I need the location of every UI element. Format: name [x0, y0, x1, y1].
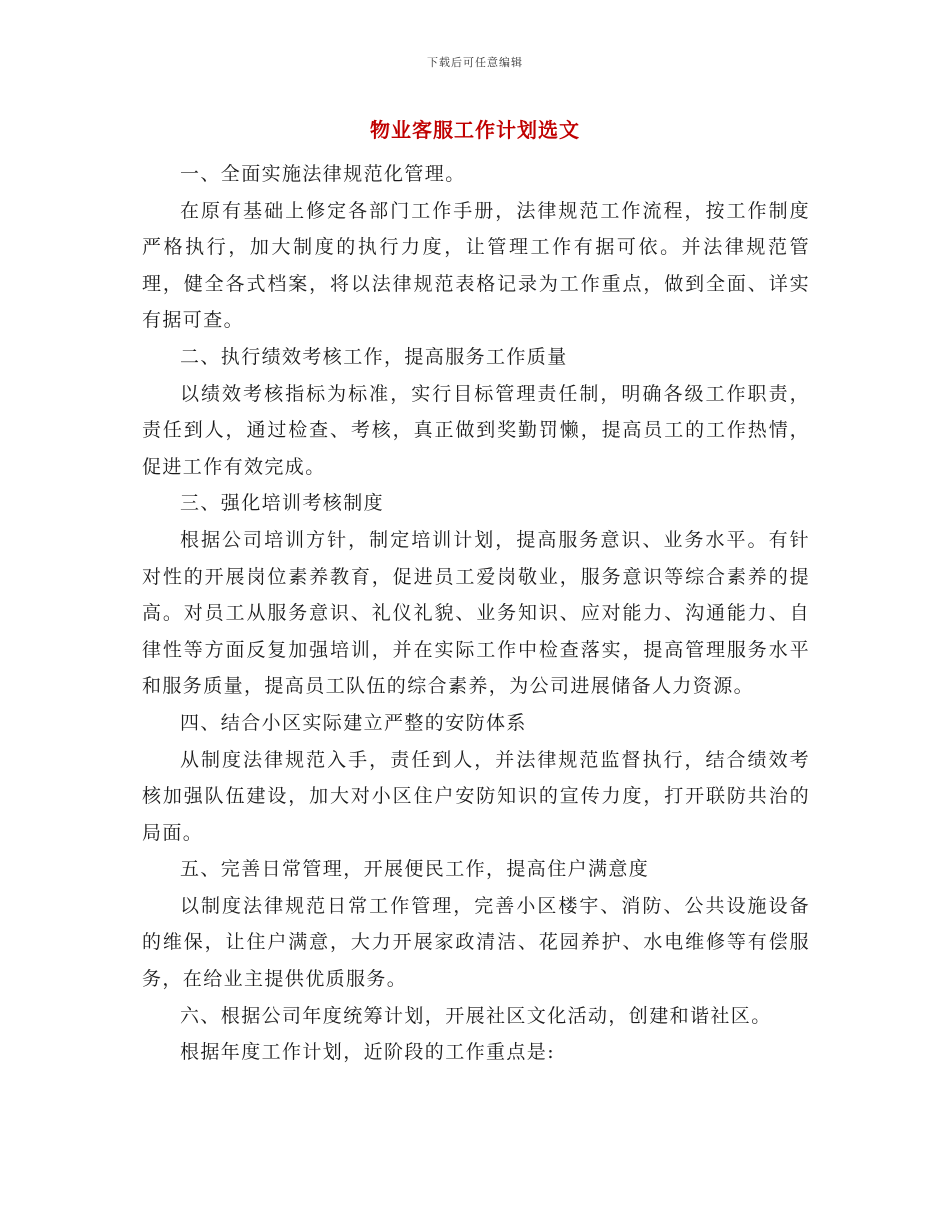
- section-heading-6: 六、根据公司年度统筹计划，开展社区文化活动，创建和谐社区。: [180, 1004, 772, 1027]
- section-heading-1: 一、全面实施法律规范化管理。: [180, 163, 466, 185]
- section-heading-5: 五、完善日常管理，开展便民工作，提高住户满意度: [180, 858, 650, 881]
- document-body: [142, 156, 810, 1071]
- header-note: 下载后可任意编辑: [427, 56, 523, 69]
- section-heading-4: 四、结合小区实际建立严整的安防体系: [180, 711, 527, 734]
- paragraph-6: 根据年度工作计划，近阶段的工作重点是:: [180, 1041, 556, 1064]
- document-title: 物业客服工作计划选文: [370, 118, 580, 142]
- paragraph-5: 以制度法律规范日常工作管理，完善小区楼宇、消防、公共设施设备的维保，让住户满意，大力开展家政清洁、花园养护、水电维修等有偿服务，在给业主提供优质服务。: [142, 894, 810, 991]
- paragraph-1: 在原有基础上修定各部门工作手册，法律规范工作流程，按工作制度严格执行，加大制度的执行力度，让管理工作有据可依。并法律规范管理，健全各式档案，将以法律规范表格记录为工作重点，做到全面、详实有据可查。: [142, 199, 810, 332]
- section-heading-2: 二、执行绩效考核工作，提高服务工作质量: [180, 345, 568, 368]
- paragraph-3: 根据公司培训方针，制定培训计划，提高服务意识、业务水平。有针对性的开展岗位素养教育，促进员工爱岗敬业，服务意识等综合素养的提高。对员工从服务意识、礼仪礼貌、业务知识、应对能力、沟通能力、自律性等方面反复加强培训，并在实际工作中检查落实，提高管理服务水平和服务质量，提高员工队伍的综合素养，为公司进展储备人力资源。: [142, 528, 810, 698]
- paragraph-4: 从制度法律规范入手，责任到人，并法律规范监督执行，结合绩效考核加强队伍建设，加大对小区住户安防知识的宣传力度，打开联防共治的局面。: [142, 748, 810, 844]
- section-heading-3: 三、强化培训考核制度: [180, 492, 385, 515]
- paragraph-2: 以绩效考核指标为标准，实行目标管理责任制，明确各级工作职责，责任到人，通过检查、考核，真正做到奖勤罚懒，提高员工的工作热情，促进工作有效完成。: [142, 382, 810, 478]
